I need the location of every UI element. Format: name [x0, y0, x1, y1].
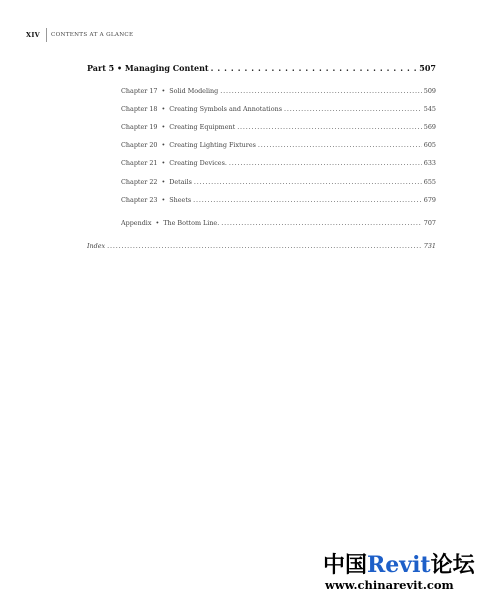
chapter-number: Chapter 23 — [121, 196, 158, 204]
bullet: • — [161, 159, 166, 167]
bullet: • — [161, 87, 166, 95]
dot-leader — [107, 242, 422, 250]
dot-leader — [211, 63, 418, 73]
appendix-page: 707 — [423, 219, 436, 227]
appendix-title: The Bottom Line. — [163, 219, 220, 227]
chapter-page: 655 — [423, 178, 436, 186]
chapter-page: 509 — [423, 87, 436, 95]
dot-leader — [193, 196, 422, 204]
page-folio: XIV — [26, 31, 41, 39]
running-head-title: CONTENTS AT A GLANCE — [51, 32, 134, 38]
chapter-title: Creating Lighting Fixtures — [169, 141, 256, 149]
running-head-divider — [46, 28, 47, 42]
part-page: 507 — [419, 63, 436, 73]
chapter-page: 633 — [423, 159, 436, 167]
toc-part-5[interactable] — [87, 63, 436, 73]
appendix-number: Appendix — [121, 219, 152, 227]
chapter-title: Solid Modeling — [169, 87, 219, 95]
part-label: Part 5 • Managing Content — [87, 63, 209, 73]
dot-leader — [194, 178, 422, 186]
chapter-page: 545 — [423, 105, 436, 113]
chapter-title: Details — [169, 178, 192, 186]
index-label: Index — [87, 242, 106, 250]
bullet: • — [155, 219, 160, 227]
toc-chapter-21[interactable] — [121, 159, 436, 167]
bullet: • — [161, 196, 166, 204]
dot-leader — [258, 141, 422, 149]
dot-leader — [284, 105, 422, 113]
toc-chapter-18[interactable] — [121, 105, 436, 113]
bullet: • — [161, 105, 166, 113]
dot-leader — [220, 87, 422, 95]
dot-leader — [229, 159, 422, 167]
bullet: • — [161, 141, 166, 149]
toc-index[interactable] — [87, 242, 436, 250]
toc-appendix[interactable] — [121, 219, 436, 227]
watermark-cn-right: 论坛 — [430, 553, 475, 578]
toc-chapter-20[interactable] — [121, 141, 436, 149]
running-head — [26, 28, 133, 42]
watermark-logo — [323, 552, 475, 596]
toc-chapter-19[interactable] — [121, 123, 436, 131]
index-page: 731 — [423, 242, 436, 250]
dot-leader — [237, 123, 422, 131]
watermark-title — [323, 552, 475, 579]
chapter-number: Chapter 18 — [121, 105, 158, 113]
bullet: • — [161, 123, 166, 131]
watermark-cn-left: 中国 — [323, 553, 368, 578]
chapter-number: Chapter 21 — [121, 159, 158, 167]
chapter-page: 605 — [423, 141, 436, 149]
watermark-url: www.chinarevit.com — [325, 578, 454, 592]
chapter-title: Creating Devices. — [169, 159, 227, 167]
chapter-number: Chapter 19 — [121, 123, 158, 131]
dot-leader — [221, 219, 422, 227]
toc-chapter-17[interactable] — [121, 87, 436, 95]
toc-chapter-22[interactable] — [121, 178, 436, 186]
chapter-number: Chapter 20 — [121, 141, 158, 149]
watermark-brand: Revit — [367, 552, 431, 578]
toc-chapter-23[interactable] — [121, 196, 436, 204]
chapter-title: Creating Equipment — [169, 123, 236, 131]
chapter-number: Chapter 22 — [121, 178, 158, 186]
chapter-page: 679 — [423, 196, 436, 204]
bullet: • — [161, 178, 166, 186]
chapter-number: Chapter 17 — [121, 87, 158, 95]
chapter-page: 569 — [423, 123, 436, 131]
chapter-title: Sheets — [169, 196, 192, 204]
chapter-title: Creating Symbols and Annotations — [169, 105, 282, 113]
